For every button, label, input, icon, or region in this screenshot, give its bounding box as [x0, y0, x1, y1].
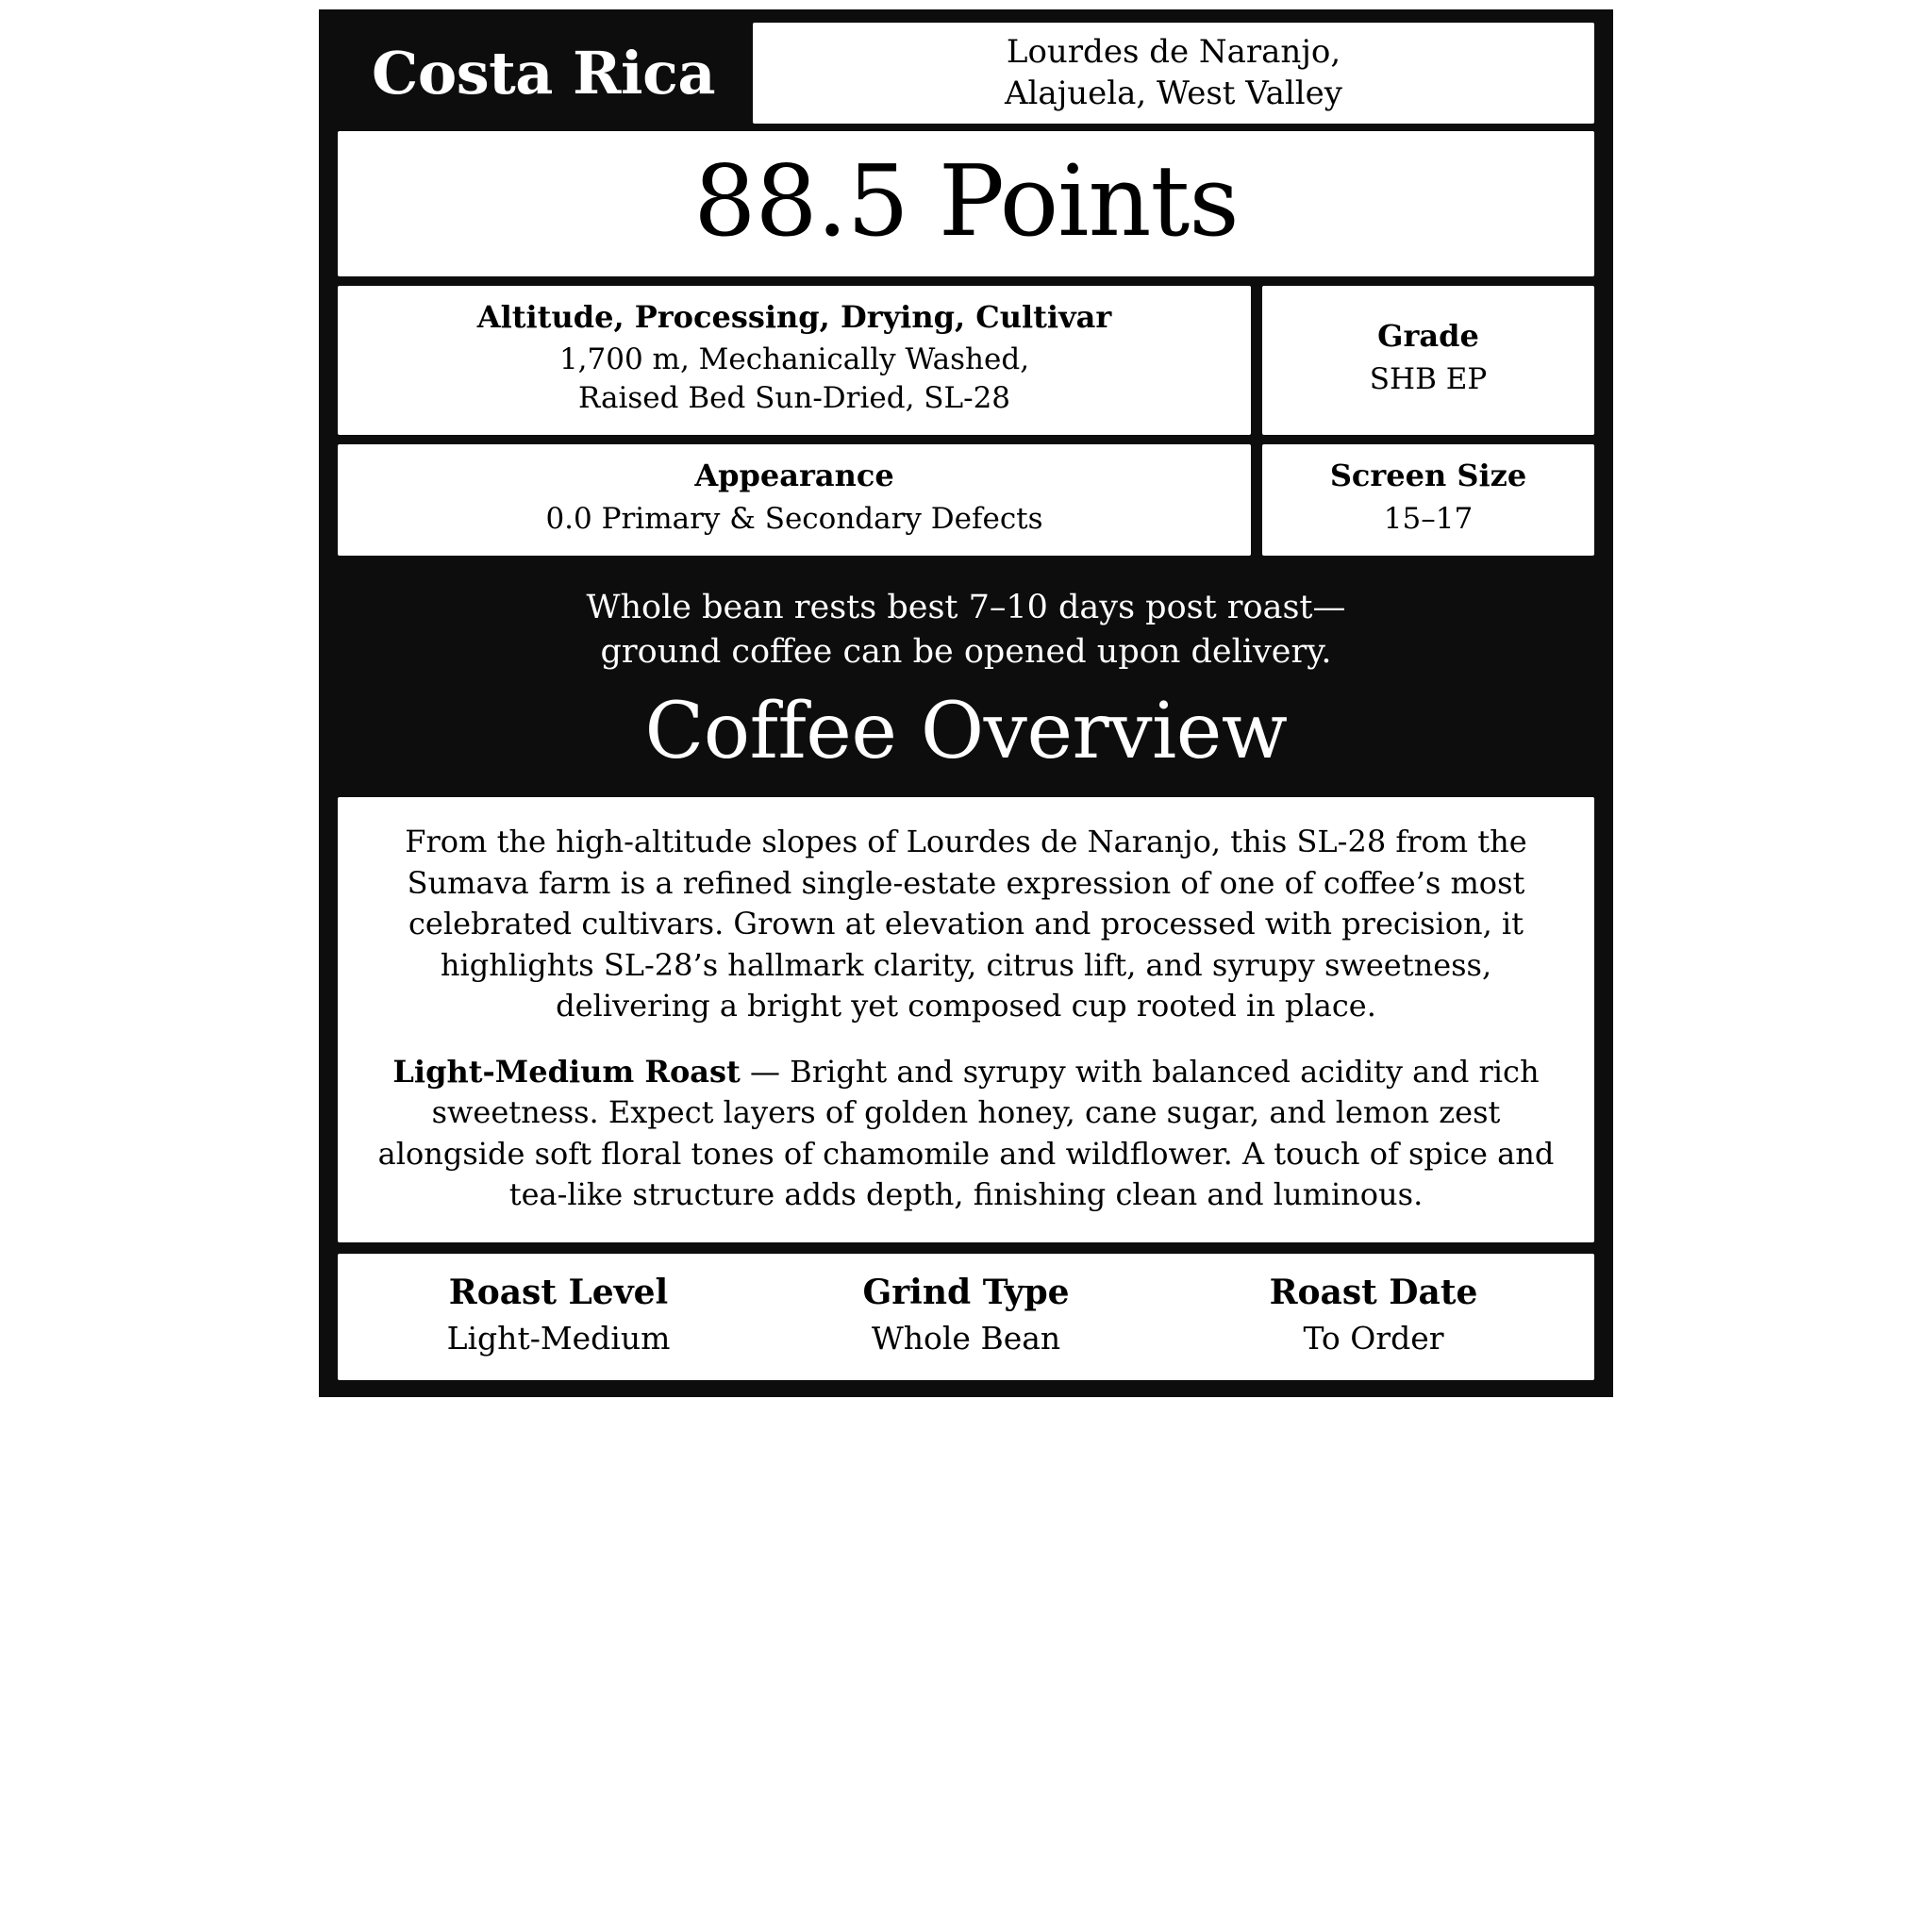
roast-profile-text: — Bright and syrupy with balanced acidity and rich sweetness. Expect layers of golden honey, cane sugar, and lemon zest alongside soft floral tones of chamomile and wildflower. A touch of spice and tea-like structure adds depth, finishing clean and luminous. — [377, 1053, 1555, 1213]
origin-region-panel — [753, 23, 1594, 124]
spec-appearance-value: 0.0 Primary & Secondary Defects — [545, 501, 1043, 536]
spec-altitude-value-line-1: 1,700 m, Mechanically Washed, — [558, 342, 1030, 377]
coffee-overview-panel — [338, 797, 1594, 1242]
origin-region-line-1: Lourdes de Naranjo, — [1006, 33, 1341, 71]
coffee-overview-title: Coffee Overview — [644, 687, 1288, 777]
footer-roast-level-title: Roast Level — [448, 1272, 669, 1312]
rest-note — [319, 565, 1613, 687]
spec-altitude-value-line-2: Raised Bed Sun-Dried, SL-28 — [577, 381, 1011, 416]
footer-grind-type — [762, 1273, 1170, 1357]
rest-note-line-1: Whole bean rests best 7–10 days post roast— — [586, 588, 1346, 626]
spec-grade — [1262, 286, 1594, 435]
overview-paragraph-2 — [366, 1052, 1566, 1216]
overview-paragraph-1: From the high-altitude slopes of Lourdes de Naranjo, this SL-28 from the Sumava farm is a refined single-estate expression of one of coffee’s most celebrated cultivars. Grown at elevation and processed with precision, it highlights SL-28’s hallmark clarity, citrus lift, and syrupy sweetness, delivering a bright yet composed cup rooted in place. — [405, 824, 1527, 1024]
spec-altitude-title: Altitude, Processing, Drying, Cultivar — [476, 299, 1112, 336]
spec-row-2 — [338, 444, 1594, 555]
footer-roast-level — [355, 1273, 762, 1357]
coffee-label — [319, 9, 1613, 1397]
footer-roast-date-value: To Order — [1303, 1319, 1444, 1357]
spec-appearance — [338, 444, 1251, 555]
spec-screen-size-value: 15–17 — [1383, 501, 1474, 536]
footer-panel — [338, 1254, 1594, 1380]
spec-screen-size — [1262, 444, 1594, 555]
footer-roast-date — [1170, 1273, 1577, 1357]
footer-grind-type-title: Grind Type — [862, 1272, 1070, 1312]
footer-roast-level-value: Light-Medium — [446, 1319, 671, 1357]
footer-grind-type-value: Whole Bean — [871, 1319, 1061, 1357]
spec-appearance-title: Appearance — [694, 458, 894, 494]
rest-note-line-2: ground coffee can be opened upon delivery. — [600, 632, 1332, 671]
spec-grade-title: Grade — [1377, 318, 1479, 355]
score-panel — [338, 131, 1594, 276]
footer-roast-date-title: Roast Date — [1269, 1272, 1478, 1312]
score-value: 88.5 Points — [693, 143, 1239, 259]
origin-country: Costa Rica — [372, 39, 716, 108]
roast-profile-label: Light-Medium Roast — [392, 1053, 741, 1090]
origin-region-line-2: Alajuela, West Valley — [1005, 74, 1343, 112]
spec-row-1 — [338, 286, 1594, 435]
spec-altitude-processing — [338, 286, 1251, 435]
spec-grade-value: SHB EP — [1369, 361, 1488, 396]
header-row — [319, 9, 1613, 131]
spec-screen-size-title: Screen Size — [1329, 458, 1527, 494]
